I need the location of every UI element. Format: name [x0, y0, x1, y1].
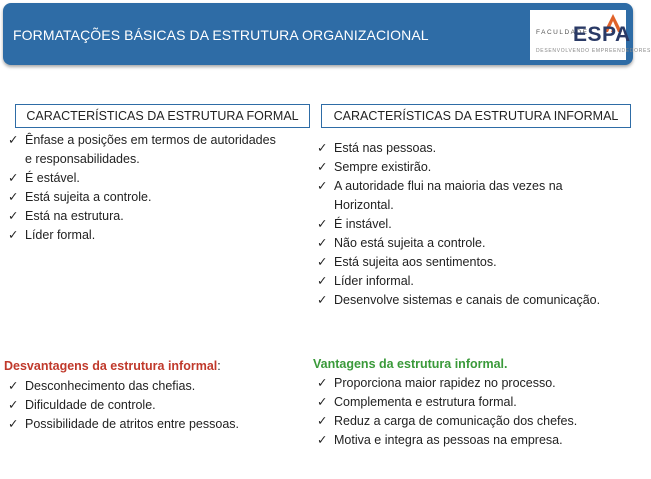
list-item: ✓ Reduz a carga de comunicação dos chefes. — [313, 412, 633, 431]
checkmark-icon: ✓ — [8, 398, 19, 412]
list-item: ✓ Não está sujeita a controle. — [313, 234, 613, 253]
checkmark-icon: ✓ — [317, 395, 328, 409]
list-item: ✓ É estável. — [4, 169, 284, 188]
checkmark-icon: ✓ — [8, 417, 19, 431]
checkmark-icon: ✓ — [317, 217, 328, 231]
page-title: FORMATAÇÕES BÁSICAS DA ESTRUTURA ORGANIZACIONAL — [13, 27, 429, 43]
list-item: ✓ Possibilidade de atritos entre pessoas. — [4, 415, 304, 434]
list-item: ✓ É instável. — [313, 215, 613, 234]
disadvantages-list — [4, 377, 304, 434]
list-item: ✓ Motiva e integra as pessoas na empresa. — [313, 431, 633, 450]
checkmark-icon: ✓ — [317, 414, 328, 428]
checkmark-icon: ✓ — [8, 171, 19, 185]
list-item: ✓ Líder informal. — [313, 272, 613, 291]
logo-big-text: ESPA — [573, 23, 631, 46]
list-item: ✓ A autoridade flui na maioria das vezes na Horizontal. — [317, 179, 563, 212]
informal-heading: CARACTERÍSTICAS DA ESTRUTURA INFORMAL — [321, 104, 631, 128]
list-item: ✓ Sempre existirão. — [313, 158, 613, 177]
list-item: ✓ Complementa e estrutura formal. — [313, 393, 633, 412]
list-item: ✓ Desconhecimento das chefias. — [4, 377, 304, 396]
disadvantages-title: Desvantagens da estrutura informal: — [4, 359, 221, 373]
list-item: ✓ Desenvolve sistemas e canais de comunicação. — [313, 291, 613, 310]
faculdade-espa-logo — [530, 10, 651, 60]
checkmark-icon: ✓ — [317, 376, 328, 390]
checkmark-icon: ✓ — [317, 274, 328, 288]
list-item: ✓ Está nas pessoas. — [313, 139, 613, 158]
informal-list — [313, 139, 613, 310]
checkmark-icon: ✓ — [8, 133, 19, 147]
list-item: ✓ Dificuldade de controle. — [4, 396, 304, 415]
list-item: ✓ Está sujeita a controle. — [4, 188, 284, 207]
logo-small-text: FACULDADE — [536, 29, 589, 36]
list-item: ✓ Ênfase a posições em termos de autoridades e responsabilidades. — [8, 133, 276, 166]
formal-list — [4, 131, 284, 245]
checkmark-icon: ✓ — [317, 179, 328, 193]
logo-subtitle: DESENVOLVENDO EMPREENDEDORES — [536, 48, 651, 54]
advantages-list — [313, 374, 633, 450]
checkmark-icon: ✓ — [317, 255, 328, 269]
checkmark-icon: ✓ — [8, 228, 19, 242]
list-item: ✓ Está sujeita aos sentimentos. — [313, 253, 613, 272]
checkmark-icon: ✓ — [8, 209, 19, 223]
list-item: ✓ Líder formal. — [4, 226, 284, 245]
checkmark-icon: ✓ — [317, 141, 328, 155]
checkmark-icon: ✓ — [317, 433, 328, 447]
title-banner — [3, 3, 651, 65]
checkmark-icon: ✓ — [317, 293, 328, 307]
list-item: ✓ Está na estrutura. — [4, 207, 284, 226]
checkmark-icon: ✓ — [8, 190, 19, 204]
checkmark-icon: ✓ — [8, 379, 19, 393]
formal-heading: CARACTERÍSTICAS DA ESTRUTURA FORMAL — [15, 104, 310, 128]
advantages-title: Vantagens da estrutura informal. — [313, 357, 508, 371]
checkmark-icon: ✓ — [317, 160, 328, 174]
checkmark-icon: ✓ — [317, 236, 328, 250]
list-item: ✓ Proporciona maior rapidez no processo. — [313, 374, 633, 393]
